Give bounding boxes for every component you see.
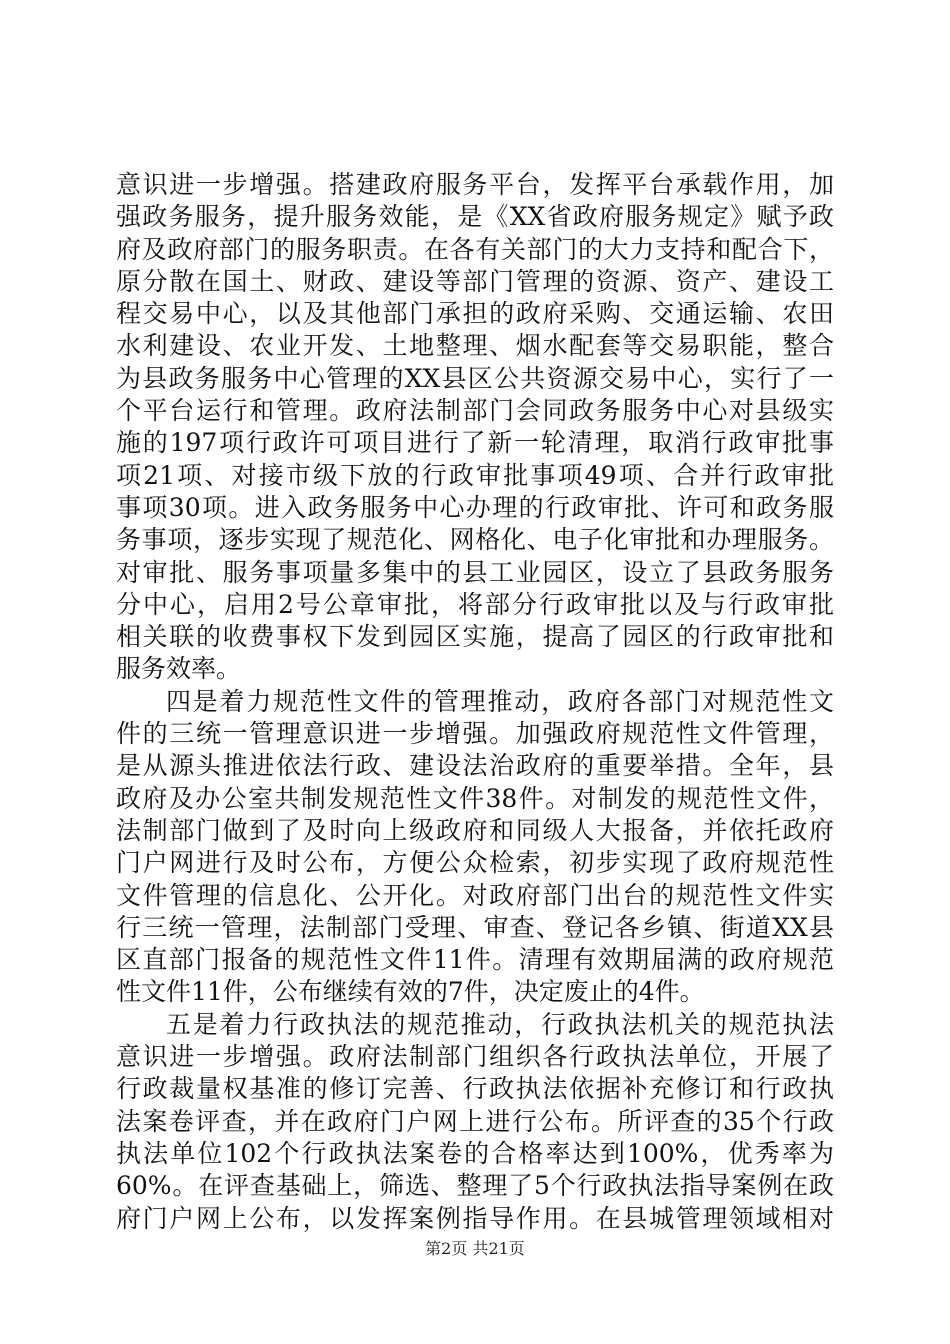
page-footer: 第2页 共21页	[425, 1239, 525, 1258]
text-line: 事项30项。进入政务服务中心办理的行政审批、许可和政务服	[116, 492, 834, 522]
text-line: 政府及办公室共制发规范性文件38件。对制发的规范性文件，	[116, 783, 834, 813]
text-line: 四是着力规范性文件的管理推动，政府各部门对规范性文	[166, 686, 834, 716]
text-line: 门户网进行及时公布，方便公众检索，初步实现了政府规范性	[116, 848, 834, 878]
text-line: 程交易中心，以及其他部门承担的政府采购、交通运输、农田	[116, 299, 834, 329]
text-line: 行政裁量权基准的修订完善、行政执法依据补充修订和行政执	[116, 1074, 834, 1104]
text-line: 对审批、服务事项量多集中的县工业园区，设立了县政务服务	[116, 557, 834, 587]
text-line: 区直部门报备的规范性文件11件。清理有效期届满的政府规范	[116, 945, 834, 975]
text-line: 执法单位102个行政执法案卷的合格率达到100%，优秀率为	[116, 1138, 834, 1168]
text-line: 为县政务服务中心管理的XX县区公共资源交易中心，实行了一	[116, 363, 834, 393]
text-line: 服务效率。	[116, 654, 242, 684]
text-line: 是从源头推进依法行政、建设法治政府的重要举措。全年，县	[116, 751, 834, 781]
text-line: 五是着力行政执法的规范推动，行政执法机关的规范执法	[166, 1009, 834, 1039]
text-line: 项21项、对接市级下放的行政审批事项49项、合并行政审批	[116, 460, 834, 490]
text-line: 意识进一步增强。政府法制部门组织各行政执法单位，开展了	[116, 1042, 834, 1072]
text-line: 法案卷评查，并在政府门户网上进行公布。所评查的35个行政	[116, 1106, 834, 1136]
text-line: 意识进一步增强。搭建政府服务平台，发挥平台承载作用，加	[116, 170, 834, 199]
text-line: 府及政府部门的服务职责。在各有关部门的大力支持和配合下，	[116, 234, 834, 264]
text-line: 行三统一管理，法制部门受理、审查、登记各乡镇、街道XX县	[116, 912, 834, 942]
text-line: 文件管理的信息化、公开化。对政府部门出台的规范性文件实	[116, 880, 834, 910]
text-line: 施的197项行政许可项目进行了新一轮清理，取消行政审批事	[116, 428, 834, 458]
text-line: 相关联的收费事权下发到园区实施，提高了园区的行政审批和	[116, 622, 834, 652]
text-line: 原分散在国土、财政、建设等部门管理的资源、资产、建设工	[116, 266, 834, 296]
text-line: 性文件11件，公布继续有效的7件，决定废止的4件。	[116, 977, 705, 1007]
text-line: 强政务服务，提升服务效能，是《XX省政府服务规定》赋予政	[116, 202, 834, 232]
text-line: 件的三统一管理意识进一步增强。加强政府规范性文件管理，	[116, 719, 834, 749]
text-line: 分中心，启用2号公章审批，将部分行政审批以及与行政审批	[116, 589, 834, 619]
text-line: 府门户网上公布，以发挥案例指导作用。在县城管理领域相对	[116, 1203, 834, 1233]
text-line: 水利建设、农业开发、土地整理、烟水配套等交易职能，整合	[116, 331, 834, 361]
body-text	[116, 169, 834, 1235]
text-line: 务事项，逐步实现了规范化、网格化、电子化审批和办理服务。	[116, 525, 834, 555]
text-line: 60%。在评查基础上，筛选、整理了5个行政执法指导案例在政	[116, 1171, 834, 1201]
text-line: 个平台运行和管理。政府法制部门会同政务服务中心对县级实	[116, 396, 834, 426]
text-line: 法制部门做到了及时向上级政府和同级人大报备，并依托政府	[116, 815, 834, 845]
